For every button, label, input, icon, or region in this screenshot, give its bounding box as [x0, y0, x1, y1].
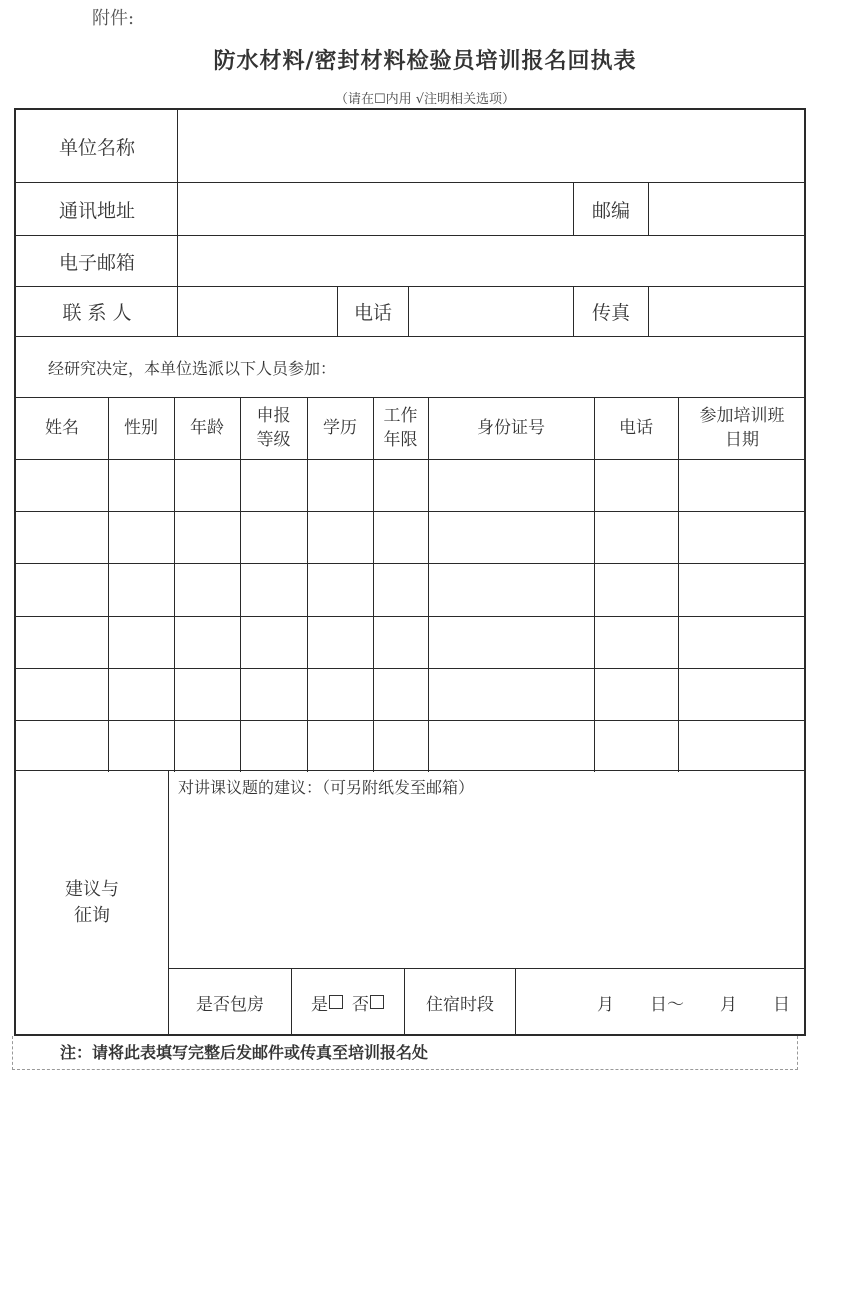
- lodging-yes-label: 是: [311, 994, 328, 1015]
- cell-level[interactable]: [241, 460, 306, 510]
- column-header-education: 学历: [323, 418, 357, 438]
- column-header-gender: 性别: [124, 418, 158, 438]
- stay-period-field[interactable]: [517, 969, 804, 1035]
- cell-work-years[interactable]: [374, 512, 427, 562]
- cell-level[interactable]: [241, 617, 306, 667]
- postcode-label: 邮编: [591, 199, 630, 222]
- cell-training-date[interactable]: [679, 669, 805, 719]
- topic-suggestion-prompt: 对讲课议题的建议：（可另附纸发至邮箱）: [178, 777, 475, 797]
- column-header-name: 姓名: [45, 418, 79, 438]
- cell-work-years[interactable]: [374, 721, 427, 771]
- cell-training-date[interactable]: [679, 564, 805, 614]
- cell-level[interactable]: [241, 721, 306, 771]
- cell-id-number[interactable]: [429, 512, 593, 562]
- cell-gender[interactable]: [109, 460, 173, 510]
- cell-id-number[interactable]: [429, 564, 593, 614]
- cell-education[interactable]: [308, 617, 372, 667]
- cell-age[interactable]: [175, 564, 239, 614]
- cell-id-number[interactable]: [429, 669, 593, 719]
- unit-name-field[interactable]: [180, 110, 804, 182]
- cell-phone[interactable]: [595, 564, 677, 614]
- cell-name[interactable]: [17, 669, 107, 719]
- cell-work-years[interactable]: [374, 669, 427, 719]
- column-header-age: 年龄: [190, 418, 224, 438]
- cell-training-date[interactable]: [679, 721, 805, 771]
- cell-gender[interactable]: [109, 721, 173, 771]
- form-instruction: （请在☐内用 √注明相关选项）: [334, 92, 516, 107]
- column-header-training-date: 参加培训班 日期: [699, 406, 785, 450]
- cell-age[interactable]: [175, 460, 239, 510]
- range-separator: ～: [667, 994, 684, 1015]
- topic-suggestion-field[interactable]: [170, 800, 804, 968]
- column-header-level: 申报 等级: [256, 406, 291, 450]
- attachment-label: 附件:: [92, 8, 135, 29]
- cell-phone[interactable]: [595, 460, 677, 510]
- cell-age[interactable]: [175, 617, 239, 667]
- contact-field[interactable]: [180, 287, 336, 336]
- fax-field[interactable]: [650, 287, 804, 336]
- unit-name-label: 单位名称: [58, 136, 135, 159]
- cell-gender[interactable]: [109, 512, 173, 562]
- address-label: 通讯地址: [58, 199, 135, 222]
- stay-period-label: 住宿时段: [426, 994, 494, 1015]
- cell-id-number[interactable]: [429, 721, 593, 771]
- cell-name[interactable]: [17, 721, 107, 771]
- form-title: 防水材料/密封材料检验员培训报名回执表: [213, 49, 637, 74]
- participants-intro: 经研究决定，本单位选派以下人员参加：: [48, 358, 337, 378]
- cell-phone[interactable]: [595, 617, 677, 667]
- cell-education[interactable]: [308, 721, 372, 771]
- lodging-label: 是否包房: [196, 994, 264, 1015]
- cell-gender[interactable]: [109, 564, 173, 614]
- lodging-yes-checkbox[interactable]: [329, 995, 343, 1009]
- postcode-field[interactable]: [650, 183, 804, 235]
- cell-phone[interactable]: [595, 512, 677, 562]
- end-day-label: 日: [773, 994, 790, 1015]
- cell-name[interactable]: [17, 512, 107, 562]
- lodging-no-label: 否: [352, 994, 369, 1015]
- cell-work-years[interactable]: [374, 617, 427, 667]
- cell-work-years[interactable]: [374, 564, 427, 614]
- phone-label: 电话: [353, 302, 392, 324]
- phone-field[interactable]: [410, 287, 572, 336]
- cell-education[interactable]: [308, 460, 372, 510]
- cell-name[interactable]: [17, 617, 107, 667]
- cell-education[interactable]: [308, 564, 372, 614]
- cell-level[interactable]: [241, 669, 306, 719]
- cell-work-years[interactable]: [374, 460, 427, 510]
- cell-phone[interactable]: [595, 721, 677, 771]
- lodging-options: [292, 969, 404, 1035]
- start-day-label: 日: [650, 994, 667, 1015]
- cell-phone[interactable]: [595, 669, 677, 719]
- start-month-label: 月: [597, 994, 614, 1015]
- footer-note: 注：请将此表填写完整后发邮件或传真至培训报名处: [60, 1043, 429, 1062]
- cell-training-date[interactable]: [679, 460, 805, 510]
- cell-gender[interactable]: [109, 617, 173, 667]
- contact-label: 联 系 人: [62, 302, 132, 324]
- cell-level[interactable]: [241, 564, 306, 614]
- email-label: 电子邮箱: [58, 251, 135, 274]
- lodging-no-checkbox[interactable]: [370, 995, 384, 1009]
- address-field[interactable]: [180, 183, 572, 235]
- cell-age[interactable]: [175, 669, 239, 719]
- cell-training-date[interactable]: [679, 512, 805, 562]
- cell-id-number[interactable]: [429, 617, 593, 667]
- cell-education[interactable]: [308, 512, 372, 562]
- end-month-label: 月: [720, 994, 737, 1015]
- cell-id-number[interactable]: [429, 460, 593, 510]
- email-field[interactable]: [180, 236, 804, 286]
- cell-training-date[interactable]: [679, 617, 805, 667]
- cell-name[interactable]: [17, 460, 107, 510]
- cell-level[interactable]: [241, 512, 306, 562]
- suggestions-label: 建议与 征询: [65, 879, 119, 926]
- fax-label: 传真: [591, 302, 630, 324]
- cell-age[interactable]: [175, 721, 239, 771]
- column-header-phone: 电话: [619, 418, 653, 438]
- column-header-work-years: 工作 年限: [383, 406, 418, 450]
- cell-gender[interactable]: [109, 669, 173, 719]
- column-header-id-number: 身份证号: [477, 418, 545, 438]
- cell-education[interactable]: [308, 669, 372, 719]
- cell-age[interactable]: [175, 512, 239, 562]
- cell-name[interactable]: [17, 564, 107, 614]
